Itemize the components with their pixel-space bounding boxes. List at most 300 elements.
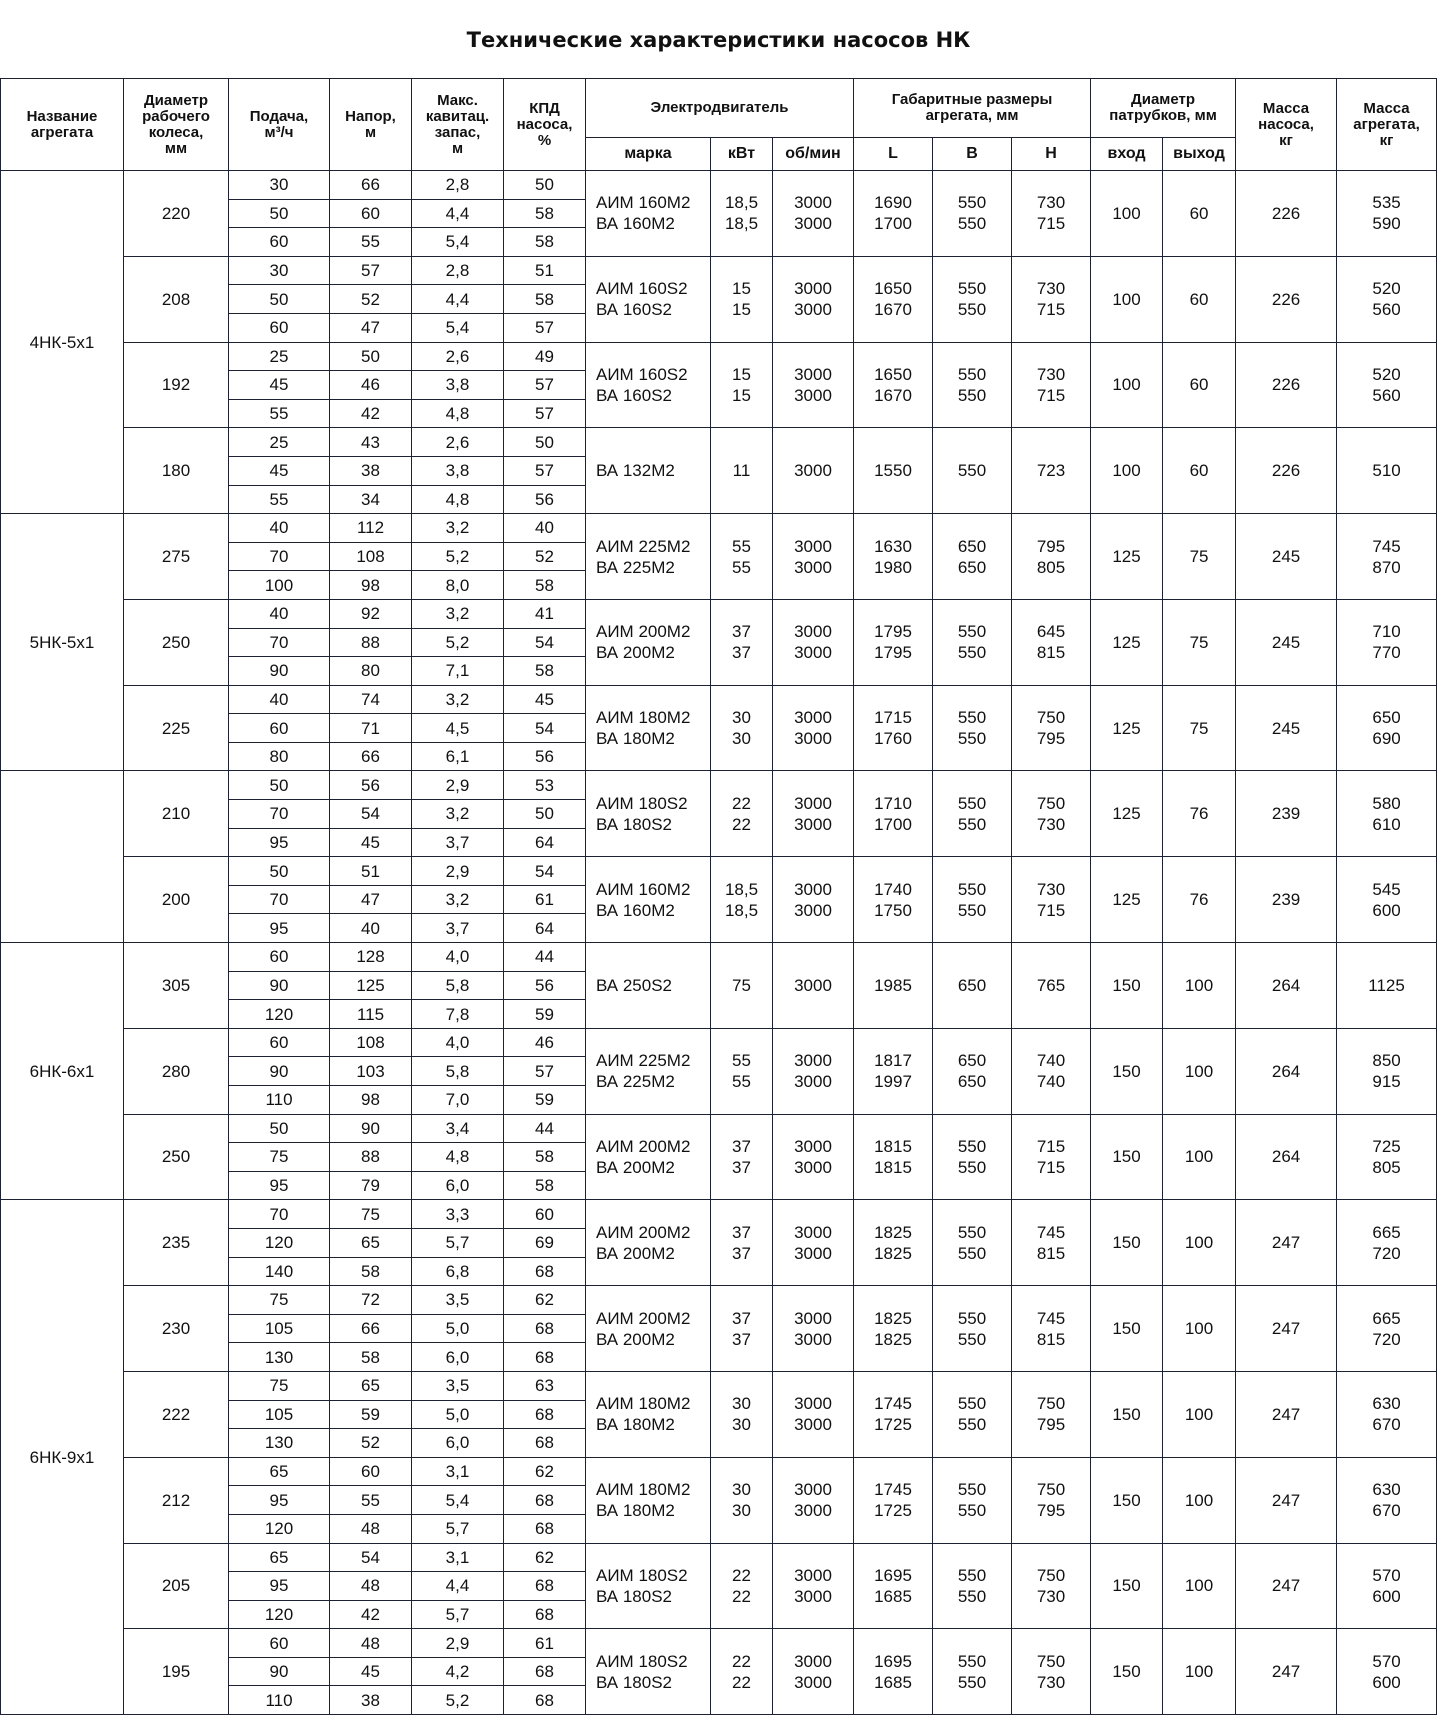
dim-l-cell: 1650 1670 [854,256,933,342]
flow-cell: 30 [229,256,330,285]
nozzle-out-cell: 100 [1163,1371,1236,1457]
motor-kw-cell: 15 15 [711,342,773,428]
npsh-cell: 4,8 [412,485,504,514]
mass-unit-cell: 570 600 [1337,1629,1437,1715]
head-cell: 38 [330,1686,412,1715]
efficiency-cell: 57 [504,313,586,342]
unit-name-cell: 5НК-5х1 [1,514,124,771]
motor-model-cell: АИМ 200М2 ВА 200М2 [586,1200,711,1286]
dim-b-cell: 550 550 [933,771,1012,857]
nozzle-in-cell: 100 [1091,342,1163,428]
npsh-cell: 5,2 [412,542,504,571]
flow-cell: 80 [229,742,330,771]
unit-name-cell [1,771,124,943]
motor-kw-cell: 55 55 [711,514,773,600]
impeller-diameter-cell: 220 [124,171,229,257]
impeller-diameter-cell: 225 [124,685,229,771]
head-cell: 74 [330,685,412,714]
dim-h-cell: 795 805 [1012,514,1091,600]
motor-model-cell: АИМ 180S2 ВА 180S2 [586,1629,711,1715]
motor-kw-cell: 22 22 [711,1543,773,1629]
header-dim-h: H [1012,138,1091,171]
npsh-cell: 3,2 [412,599,504,628]
motor-kw-cell: 37 37 [711,599,773,685]
head-cell: 79 [330,1171,412,1200]
mass-pump-cell: 226 [1236,428,1337,514]
mass-unit-cell: 650 690 [1337,685,1437,771]
motor-model-cell: АИМ 225М2 ВА 225М2 [586,514,711,600]
npsh-cell: 2,6 [412,342,504,371]
flow-cell: 25 [229,428,330,457]
npsh-cell: 4,5 [412,714,504,743]
head-cell: 112 [330,514,412,543]
table-row [1,1371,1437,1400]
head-cell: 54 [330,800,412,829]
head-cell: 98 [330,571,412,600]
dim-l-cell: 1710 1700 [854,771,933,857]
efficiency-cell: 68 [504,1486,586,1515]
table-row [1,943,1437,972]
flow-cell: 50 [229,857,330,886]
mass-pump-cell: 247 [1236,1457,1337,1543]
motor-rpm-cell: 3000 3000 [773,1629,854,1715]
motor-rpm-cell: 3000 3000 [773,1200,854,1286]
efficiency-cell: 44 [504,1114,586,1143]
nozzle-out-cell: 76 [1163,857,1236,943]
nozzle-out-cell: 75 [1163,514,1236,600]
flow-cell: 105 [229,1400,330,1429]
header-nozzles: Диаметр патрубков, мм [1091,79,1236,138]
head-cell: 59 [330,1400,412,1429]
efficiency-cell: 68 [504,1429,586,1458]
dim-h-cell: 750 730 [1012,1543,1091,1629]
npsh-cell: 4,2 [412,1657,504,1686]
nozzle-out-cell: 60 [1163,256,1236,342]
efficiency-cell: 68 [504,1686,586,1715]
efficiency-cell: 68 [504,1314,586,1343]
npsh-cell: 7,8 [412,1000,504,1029]
dim-h-cell: 750 795 [1012,1457,1091,1543]
flow-cell: 60 [229,714,330,743]
head-cell: 115 [330,1000,412,1029]
npsh-cell: 2,8 [412,256,504,285]
mass-pump-cell: 247 [1236,1543,1337,1629]
motor-kw-cell: 30 30 [711,1371,773,1457]
npsh-cell: 8,0 [412,571,504,600]
efficiency-cell: 45 [504,685,586,714]
dim-b-cell: 650 650 [933,1028,1012,1114]
flow-cell: 140 [229,1257,330,1286]
motor-kw-cell: 11 [711,428,773,514]
mass-pump-cell: 239 [1236,857,1337,943]
nozzle-out-cell: 75 [1163,599,1236,685]
head-cell: 52 [330,285,412,314]
head-cell: 103 [330,1057,412,1086]
table-row [1,1457,1437,1486]
impeller-diameter-cell: 222 [124,1371,229,1457]
motor-rpm-cell: 3000 3000 [773,256,854,342]
motor-rpm-cell: 3000 [773,943,854,1029]
table-row [1,342,1437,371]
table-row [1,1543,1437,1572]
npsh-cell: 3,1 [412,1457,504,1486]
nozzle-in-cell: 125 [1091,514,1163,600]
head-cell: 128 [330,943,412,972]
flow-cell: 90 [229,657,330,686]
motor-kw-cell: 37 37 [711,1200,773,1286]
npsh-cell: 5,0 [412,1400,504,1429]
impeller-diameter-cell: 305 [124,943,229,1029]
npsh-cell: 3,4 [412,1114,504,1143]
head-cell: 42 [330,1600,412,1629]
head-cell: 55 [330,228,412,257]
npsh-cell: 4,0 [412,1028,504,1057]
npsh-cell: 2,9 [412,857,504,886]
motor-model-cell: АИМ 200М2 ВА 200М2 [586,1286,711,1372]
motor-model-cell: ВА 250S2 [586,943,711,1029]
header-dim-b: B [933,138,1012,171]
dim-b-cell: 650 [933,943,1012,1029]
motor-rpm-cell: 3000 3000 [773,857,854,943]
mass-unit-cell: 630 670 [1337,1371,1437,1457]
efficiency-cell: 57 [504,371,586,400]
efficiency-cell: 50 [504,428,586,457]
head-cell: 54 [330,1543,412,1572]
npsh-cell: 3,5 [412,1371,504,1400]
motor-model-cell: АИМ 225М2 ВА 225М2 [586,1028,711,1114]
table-row [1,1028,1437,1057]
dim-h-cell: 730 715 [1012,857,1091,943]
efficiency-cell: 58 [504,285,586,314]
head-cell: 98 [330,1086,412,1115]
motor-model-cell: АИМ 200М2 ВА 200М2 [586,599,711,685]
nozzle-in-cell: 150 [1091,1114,1163,1200]
head-cell: 42 [330,399,412,428]
npsh-cell: 5,8 [412,1057,504,1086]
dim-h-cell: 745 815 [1012,1200,1091,1286]
npsh-cell: 6,0 [412,1171,504,1200]
header-diameter: Диаметр рабочего колеса, мм [124,79,229,171]
efficiency-cell: 68 [504,1657,586,1686]
npsh-cell: 3,8 [412,456,504,485]
head-cell: 66 [330,171,412,200]
npsh-cell: 3,8 [412,371,504,400]
flow-cell: 75 [229,1286,330,1315]
table-row [1,514,1437,543]
head-cell: 57 [330,256,412,285]
flow-cell: 70 [229,542,330,571]
nozzle-out-cell: 100 [1163,943,1236,1029]
header-nozzle-in: вход [1091,138,1163,171]
efficiency-cell: 54 [504,628,586,657]
mass-pump-cell: 226 [1236,256,1337,342]
mass-unit-cell: 710 770 [1337,599,1437,685]
nozzle-in-cell: 150 [1091,1286,1163,1372]
flow-cell: 75 [229,1143,330,1172]
dim-b-cell: 550 [933,428,1012,514]
nozzle-in-cell: 125 [1091,857,1163,943]
motor-kw-cell: 30 30 [711,685,773,771]
table-row [1,1286,1437,1315]
flow-cell: 120 [229,1000,330,1029]
npsh-cell: 5,4 [412,228,504,257]
flow-cell: 50 [229,199,330,228]
nozzle-out-cell: 60 [1163,171,1236,257]
efficiency-cell: 50 [504,171,586,200]
motor-rpm-cell: 3000 3000 [773,514,854,600]
flow-cell: 130 [229,1343,330,1372]
dim-b-cell: 650 650 [933,514,1012,600]
nozzle-in-cell: 125 [1091,771,1163,857]
nozzle-out-cell: 75 [1163,685,1236,771]
flow-cell: 50 [229,285,330,314]
dim-h-cell: 715 715 [1012,1114,1091,1200]
head-cell: 47 [330,885,412,914]
dim-l-cell: 1690 1700 [854,171,933,257]
flow-cell: 65 [229,1543,330,1572]
dim-l-cell: 1715 1760 [854,685,933,771]
impeller-diameter-cell: 200 [124,857,229,943]
head-cell: 60 [330,1457,412,1486]
npsh-cell: 5,4 [412,313,504,342]
dim-l-cell: 1795 1795 [854,599,933,685]
dim-b-cell: 550 550 [933,1114,1012,1200]
flow-cell: 60 [229,228,330,257]
mass-pump-cell: 264 [1236,1028,1337,1114]
motor-rpm-cell: 3000 3000 [773,599,854,685]
flow-cell: 105 [229,1314,330,1343]
flow-cell: 100 [229,571,330,600]
dim-h-cell: 750 730 [1012,771,1091,857]
table-row [1,857,1437,886]
head-cell: 88 [330,1143,412,1172]
npsh-cell: 4,4 [412,199,504,228]
efficiency-cell: 64 [504,914,586,943]
nozzle-out-cell: 100 [1163,1543,1236,1629]
mass-unit-cell: 535 590 [1337,171,1437,257]
flow-cell: 60 [229,1028,330,1057]
npsh-cell: 3,5 [412,1286,504,1315]
header-dimensions: Габаритные размеры агрегата, мм [854,79,1091,138]
header-name: Название агрегата [1,79,124,171]
flow-cell: 95 [229,1572,330,1601]
dim-h-cell: 730 715 [1012,342,1091,428]
dim-h-cell: 745 815 [1012,1286,1091,1372]
npsh-cell: 3,7 [412,914,504,943]
efficiency-cell: 56 [504,742,586,771]
motor-model-cell: АИМ 160М2 ВА 160М2 [586,857,711,943]
motor-rpm-cell: 3000 [773,428,854,514]
mass-unit-cell: 510 [1337,428,1437,514]
efficiency-cell: 68 [504,1514,586,1543]
motor-rpm-cell: 3000 3000 [773,685,854,771]
motor-kw-cell: 15 15 [711,256,773,342]
efficiency-cell: 68 [504,1257,586,1286]
dim-l-cell: 1985 [854,943,933,1029]
head-cell: 43 [330,428,412,457]
motor-model-cell: АИМ 200М2 ВА 200М2 [586,1114,711,1200]
npsh-cell: 2,9 [412,1629,504,1658]
motor-rpm-cell: 3000 3000 [773,1028,854,1114]
mass-unit-cell: 745 870 [1337,514,1437,600]
head-cell: 38 [330,456,412,485]
flow-cell: 110 [229,1686,330,1715]
head-cell: 60 [330,199,412,228]
dim-h-cell: 740 740 [1012,1028,1091,1114]
dim-b-cell: 550 550 [933,342,1012,428]
npsh-cell: 7,1 [412,657,504,686]
flow-cell: 95 [229,1486,330,1515]
mass-pump-cell: 245 [1236,685,1337,771]
dim-b-cell: 550 550 [933,599,1012,685]
motor-model-cell: АИМ 160S2 ВА 160S2 [586,342,711,428]
flow-cell: 70 [229,800,330,829]
flow-cell: 130 [229,1429,330,1458]
motor-rpm-cell: 3000 3000 [773,171,854,257]
head-cell: 58 [330,1257,412,1286]
efficiency-cell: 58 [504,1143,586,1172]
dim-b-cell: 550 550 [933,1200,1012,1286]
efficiency-cell: 58 [504,657,586,686]
motor-rpm-cell: 3000 3000 [773,1286,854,1372]
dim-l-cell: 1695 1685 [854,1629,933,1715]
head-cell: 48 [330,1572,412,1601]
table-row [1,428,1437,457]
efficiency-cell: 52 [504,542,586,571]
unit-name-cell: 4НК-5х1 [1,171,124,514]
head-cell: 58 [330,1343,412,1372]
dim-h-cell: 723 [1012,428,1091,514]
efficiency-cell: 57 [504,399,586,428]
mass-unit-cell: 520 560 [1337,256,1437,342]
dim-l-cell: 1825 1825 [854,1286,933,1372]
motor-rpm-cell: 3000 3000 [773,771,854,857]
npsh-cell: 5,0 [412,1314,504,1343]
head-cell: 66 [330,742,412,771]
dim-b-cell: 550 550 [933,1371,1012,1457]
head-cell: 65 [330,1228,412,1257]
npsh-cell: 5,2 [412,628,504,657]
header-npsh: Макс. кавитац. запас, м [412,79,504,171]
npsh-cell: 6,0 [412,1429,504,1458]
nozzle-in-cell: 150 [1091,943,1163,1029]
head-cell: 34 [330,485,412,514]
dim-l-cell: 1817 1997 [854,1028,933,1114]
flow-cell: 65 [229,1457,330,1486]
dim-b-cell: 550 550 [933,256,1012,342]
nozzle-in-cell: 150 [1091,1371,1163,1457]
nozzle-out-cell: 100 [1163,1114,1236,1200]
header-head: Напор, м [330,79,412,171]
impeller-diameter-cell: 212 [124,1457,229,1543]
motor-model-cell: АИМ 180S2 ВА 180S2 [586,1543,711,1629]
flow-cell: 95 [229,914,330,943]
motor-model-cell: АИМ 160S2 ВА 160S2 [586,256,711,342]
npsh-cell: 2,9 [412,771,504,800]
header-motor-kw: кВт [711,138,773,171]
npsh-cell: 3,2 [412,800,504,829]
head-cell: 92 [330,599,412,628]
head-cell: 56 [330,771,412,800]
flow-cell: 30 [229,171,330,200]
efficiency-cell: 58 [504,199,586,228]
dim-b-cell: 550 550 [933,1286,1012,1372]
flow-cell: 55 [229,399,330,428]
npsh-cell: 5,7 [412,1514,504,1543]
mass-unit-cell: 725 805 [1337,1114,1437,1200]
efficiency-cell: 68 [504,1572,586,1601]
mass-pump-cell: 226 [1236,171,1337,257]
nozzle-out-cell: 60 [1163,342,1236,428]
efficiency-cell: 57 [504,1057,586,1086]
efficiency-cell: 57 [504,456,586,485]
efficiency-cell: 68 [504,1600,586,1629]
flow-cell: 110 [229,1086,330,1115]
flow-cell: 120 [229,1600,330,1629]
flow-cell: 70 [229,1200,330,1229]
header-dim-l: L [854,138,933,171]
impeller-diameter-cell: 275 [124,514,229,600]
motor-model-cell: АИМ 180S2 ВА 180S2 [586,771,711,857]
efficiency-cell: 62 [504,1543,586,1572]
head-cell: 47 [330,313,412,342]
motor-model-cell: АИМ 160М2 ВА 160М2 [586,171,711,257]
efficiency-cell: 63 [504,1371,586,1400]
motor-model-cell: АИМ 180М2 ВА 180М2 [586,1371,711,1457]
impeller-diameter-cell: 250 [124,599,229,685]
nozzle-in-cell: 150 [1091,1543,1163,1629]
impeller-diameter-cell: 250 [124,1114,229,1200]
flow-cell: 90 [229,1057,330,1086]
npsh-cell: 6,0 [412,1343,504,1372]
motor-rpm-cell: 3000 3000 [773,1543,854,1629]
header-motor-rpm: об/мин [773,138,854,171]
motor-rpm-cell: 3000 3000 [773,1457,854,1543]
dim-h-cell: 750 730 [1012,1629,1091,1715]
unit-name-cell: 6НК-9х1 [1,1200,124,1715]
header-flow: Подача, м³/ч [229,79,330,171]
motor-model-cell: АИМ 180М2 ВА 180М2 [586,1457,711,1543]
head-cell: 65 [330,1371,412,1400]
mass-unit-cell: 1125 [1337,943,1437,1029]
flow-cell: 45 [229,371,330,400]
efficiency-cell: 59 [504,1000,586,1029]
header-efficiency: КПД насоса, % [504,79,586,171]
efficiency-cell: 64 [504,828,586,857]
impeller-diameter-cell: 205 [124,1543,229,1629]
efficiency-cell: 41 [504,599,586,628]
motor-kw-cell: 22 22 [711,771,773,857]
motor-rpm-cell: 3000 3000 [773,1114,854,1200]
npsh-cell: 3,2 [412,514,504,543]
efficiency-cell: 56 [504,971,586,1000]
npsh-cell: 5,4 [412,1486,504,1515]
nozzle-in-cell: 125 [1091,599,1163,685]
head-cell: 71 [330,714,412,743]
dim-h-cell: 730 715 [1012,256,1091,342]
impeller-diameter-cell: 230 [124,1286,229,1372]
motor-kw-cell: 22 22 [711,1629,773,1715]
efficiency-cell: 62 [504,1457,586,1486]
flow-cell: 55 [229,485,330,514]
motor-model-cell: ВА 132М2 [586,428,711,514]
npsh-cell: 5,7 [412,1228,504,1257]
mass-pump-cell: 226 [1236,342,1337,428]
npsh-cell: 3,2 [412,685,504,714]
motor-kw-cell: 30 30 [711,1457,773,1543]
table-row [1,171,1437,200]
head-cell: 108 [330,1028,412,1057]
